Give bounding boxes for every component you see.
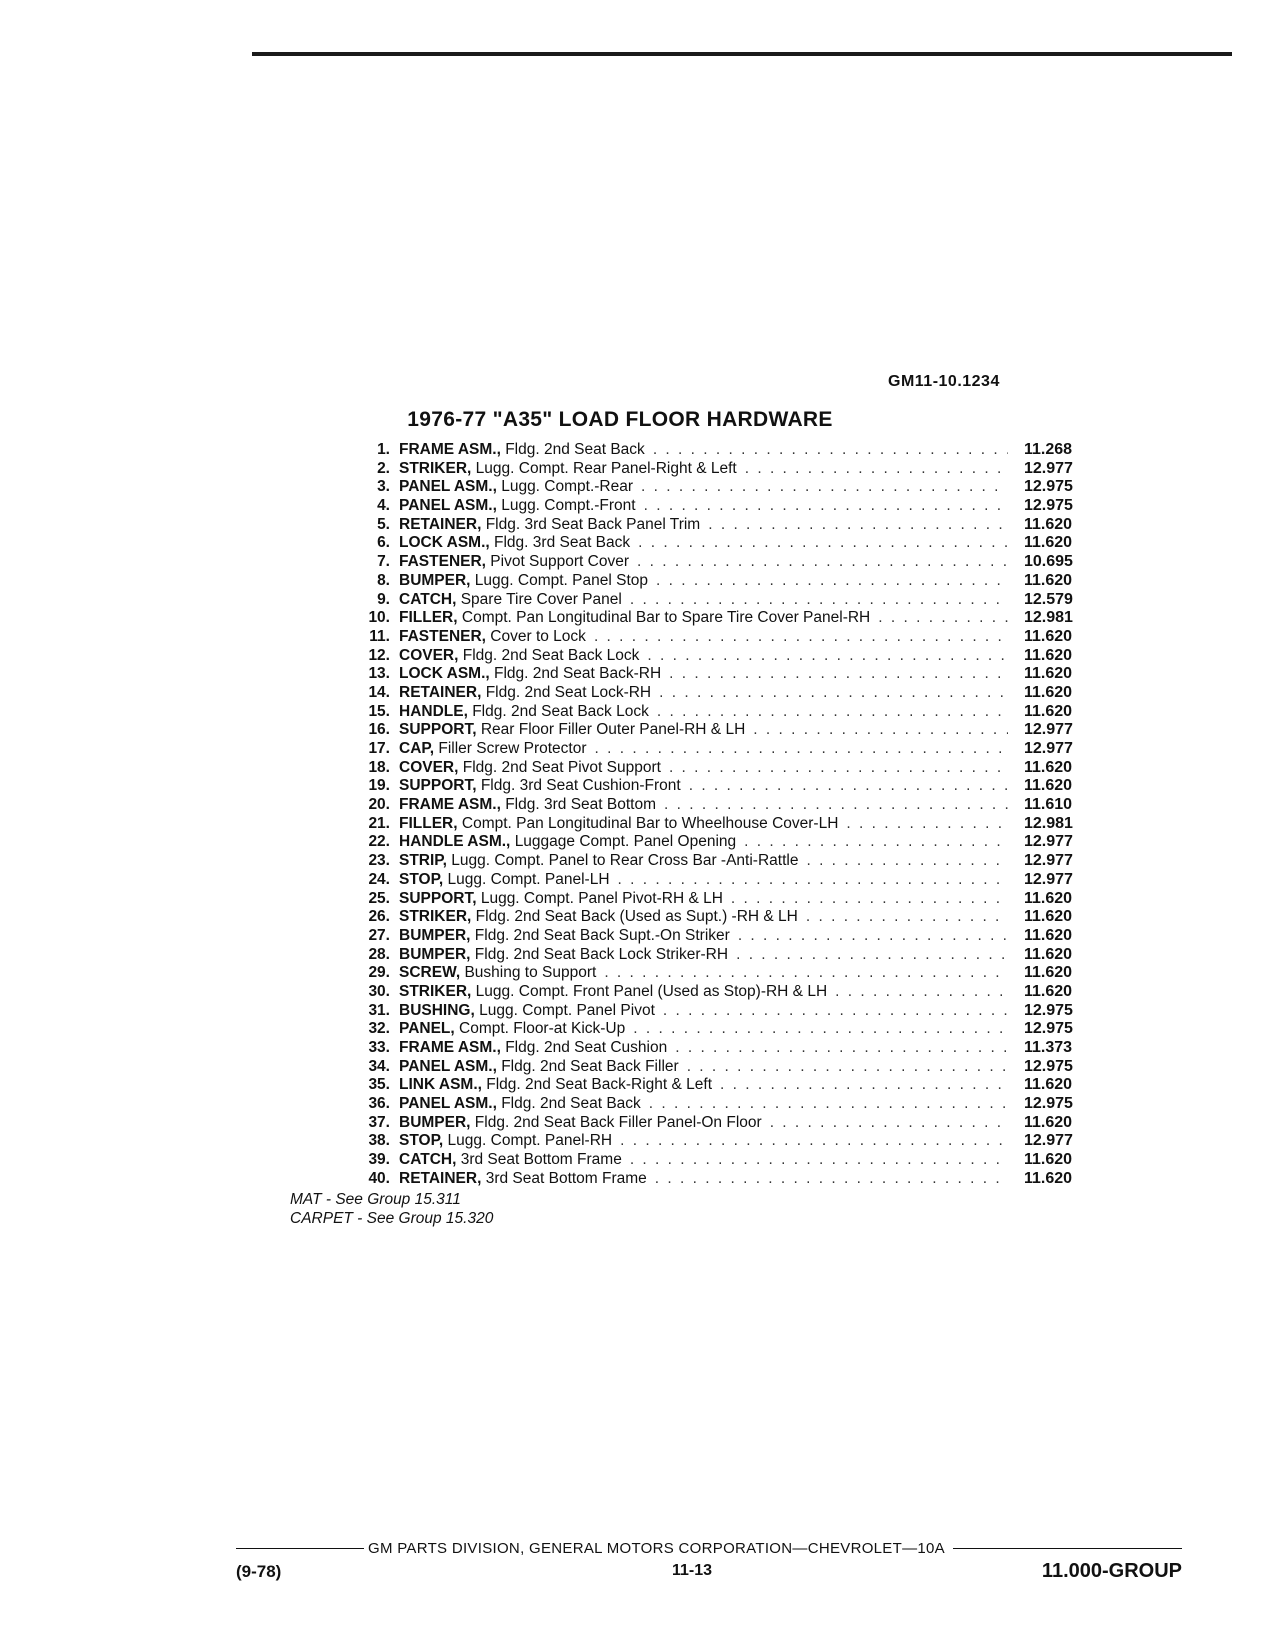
part-description [399,815,838,834]
part-description [399,478,633,497]
part-row [330,1132,1100,1151]
leader-dots [659,684,1008,703]
part-name: SUPPORT, [399,721,477,739]
part-row [330,460,1100,479]
part-row [330,983,1100,1002]
group-number: 10.695 [1024,553,1073,571]
carpet-note: CARPET - See Group 15.320 [290,1210,494,1227]
leader-dots [618,871,1008,890]
part-detail: Fldg. 2nd Seat Back Lock Striker-RH [474,945,729,963]
page-footer [236,1540,1182,1600]
footer-rule-left [236,1548,364,1550]
part-number: 27. [368,926,390,944]
part-detail: Lugg. Compt. Front Panel (Used as Stop)-RH & LH [475,982,828,1000]
part-description [399,1151,622,1170]
leader-dots [878,609,1008,628]
leader-dots [669,665,1008,684]
part-description [399,796,656,815]
part-row [330,441,1100,460]
footer-division: GM PARTS DIVISION, GENERAL MOTORS CORPORATION—CHEVROLET—10A [368,1540,945,1557]
group-number: 11.620 [1024,964,1073,982]
group-number: 11.620 [1024,1076,1073,1094]
part-row [330,815,1100,834]
group-number: 11.620 [1024,646,1073,664]
part-description [399,871,610,890]
part-description [399,441,645,460]
part-name: CATCH, [399,1151,457,1169]
leader-dots [637,553,1008,572]
part-row [330,609,1100,628]
part-description [399,497,636,516]
part-number: 21. [368,814,390,832]
group-number: 11.620 [1024,665,1073,683]
group-number: 11.620 [1024,945,1073,963]
group-number: 11.610 [1024,796,1073,814]
part-detail: Lugg. Compt. Rear Panel-Right & Left [475,459,737,477]
part-detail: Fldg. 2nd Seat Back Filler [501,1057,679,1075]
leader-dots [708,516,1008,535]
footer-rule-right [953,1548,1182,1550]
leader-dots [604,964,1008,983]
part-description [399,1002,655,1021]
part-detail: Lugg. Compt.-Rear [501,478,634,496]
part-name: CAP, [399,740,435,757]
part-row [330,777,1100,796]
part-row [330,890,1100,909]
leader-dots [653,441,1008,460]
part-number: 20. [368,796,390,814]
part-name: RETAINER, [399,1169,482,1187]
part-row [330,665,1100,684]
group-number: 11.268 [1024,441,1073,458]
part-description [399,572,648,591]
leader-dots [657,703,1008,722]
part-description [399,665,661,684]
group-number: 11.620 [1024,908,1073,926]
part-detail: Compt. Floor-at Kick-Up [459,1020,626,1038]
part-row [330,927,1100,946]
part-detail: Bushing to Support [464,964,597,982]
group-number: 12.977 [1024,459,1073,477]
leader-dots [687,1058,1008,1077]
leader-dots [753,721,1008,740]
part-number: 39. [368,1151,390,1169]
part-detail: Fldg. 2nd Seat Back Filler Panel-On Floor [474,1113,762,1131]
part-number: 28. [368,945,390,963]
part-number: 4. [377,497,390,515]
group-number: 11.620 [1024,683,1073,701]
part-number: 30. [368,982,390,1000]
part-detail: Fldg. 2nd Seat Back (Used as Supt.) -RH & LH [475,908,798,926]
part-row [330,1114,1100,1133]
part-number: 7. [377,553,390,571]
part-name: FRAME ASM., [399,796,501,814]
part-detail: Fldg. 2nd Seat Back-Right & Left [486,1076,712,1094]
group-number: 11.620 [1024,534,1073,552]
part-number: 5. [377,515,390,533]
part-name: FILLER, [399,814,458,832]
part-description [399,908,798,927]
part-number: 37. [368,1113,390,1131]
part-name: FRAME ASM., [399,1039,501,1056]
leader-dots [770,1114,1008,1133]
part-name: HANDLE, [399,702,468,720]
part-description [399,516,700,535]
part-row [330,1039,1100,1058]
group-number: 12.975 [1024,1095,1073,1113]
leader-dots [738,927,1008,946]
part-row [330,591,1100,610]
group-number: 11.620 [1024,982,1073,1000]
leader-dots [675,1039,1008,1058]
part-name: SCREW, [399,964,461,982]
part-description [399,684,651,703]
part-number: 36. [368,1095,390,1113]
part-number: 40. [368,1169,390,1187]
group-number: 11.620 [1024,758,1073,776]
part-description [399,1058,679,1077]
part-name: LOCK ASM., [399,665,490,683]
part-number: 15. [368,702,390,720]
part-detail: Fldg. 2nd Seat Back Lock [462,646,640,664]
part-number: 10. [368,609,390,627]
leader-dots [595,740,1008,759]
part-detail: Fldg. 2nd Seat Back Supt.-On Striker [474,926,730,944]
group-number: 12.579 [1024,590,1073,608]
part-row [330,628,1100,647]
part-description [399,852,798,871]
part-detail: Fldg. 2nd Seat Back-RH [494,665,662,683]
part-row [330,759,1100,778]
group-number: 11.620 [1024,926,1073,944]
group-number: 11.373 [1024,1039,1073,1056]
part-name: RETAINER, [399,683,482,701]
part-description [399,946,728,965]
part-detail: Spare Tire Cover Panel [460,590,622,608]
mat-note: MAT - See Group 15.311 [290,1191,461,1208]
part-number: 9. [377,590,390,608]
part-name: LINK ASM., [399,1076,482,1094]
group-number: 12.975 [1024,497,1073,515]
part-description [399,890,723,909]
part-name: STRIP, [399,852,447,870]
part-description [399,721,745,740]
leader-dots [669,759,1008,778]
part-number: 23. [368,852,390,870]
part-number: 17. [368,740,390,757]
part-row [330,833,1100,852]
part-row [330,553,1100,572]
group-number: 11.620 [1024,1169,1073,1187]
leader-dots [736,946,1008,965]
part-description [399,647,639,666]
part-row [330,871,1100,890]
group-number: 11.620 [1024,515,1073,533]
document-code: GM11-10.1234 [888,373,1000,390]
part-row [330,1002,1100,1021]
part-number: 38. [368,1132,390,1150]
part-description [399,628,586,647]
leader-dots [647,647,1008,666]
part-name: PANEL ASM., [399,478,497,496]
leader-dots [806,908,1008,927]
part-description [399,1076,712,1095]
part-name: STRIKER, [399,459,472,477]
group-number: 11.620 [1024,702,1073,720]
part-number: 25. [368,889,390,907]
parts-list [330,441,1100,1189]
part-description [399,833,736,852]
leader-dots [835,983,1008,1002]
page-title: 1976-77 "A35" LOAD FLOOR HARDWARE [407,408,833,431]
part-detail: 3rd Seat Bottom Frame [460,1151,622,1169]
part-description [399,927,730,946]
part-row [330,721,1100,740]
group-number: 12.977 [1024,870,1073,888]
part-detail: Filler Screw Protector [438,740,587,757]
part-description [399,1095,641,1114]
part-number: 11. [369,627,390,645]
part-name: FASTENER, [399,553,486,571]
part-description [399,740,587,759]
leader-dots [655,1170,1008,1189]
part-row [330,516,1100,535]
part-description [399,460,737,479]
part-row [330,1151,1100,1170]
leader-dots [630,1151,1008,1170]
part-detail: Lugg. Compt. Panel Pivot [479,1001,655,1019]
part-row [330,478,1100,497]
part-number: 26. [368,908,390,926]
part-description [399,591,622,610]
leader-dots [649,1095,1008,1114]
part-name: STRIKER, [399,908,472,926]
part-name: BUMPER, [399,945,471,963]
leader-dots [656,572,1008,591]
part-description [399,703,649,722]
part-number: 29. [368,964,390,982]
part-number: 22. [368,833,390,851]
leader-dots [689,777,1008,796]
group-number: 11.620 [1024,777,1073,795]
part-name: FRAME ASM., [399,441,501,458]
group-number: 12.981 [1024,814,1073,832]
part-row [330,740,1100,759]
part-number: 1. [377,441,390,458]
group-number: 11.620 [1024,1113,1073,1131]
group-number: 12.977 [1024,833,1073,851]
part-name: RETAINER, [399,515,482,533]
part-description [399,759,661,778]
leader-dots [638,534,1008,553]
part-name: PANEL ASM., [399,1095,497,1113]
part-number: 3. [377,478,390,496]
part-number: 31. [368,1001,390,1019]
part-description [399,1170,647,1189]
leader-dots [806,852,1008,871]
part-description [399,609,870,628]
part-row [330,703,1100,722]
leader-dots [745,460,1008,479]
leader-dots [594,628,1008,647]
part-number: 6. [377,534,390,552]
part-number: 35. [368,1076,390,1094]
part-row [330,852,1100,871]
leader-dots [664,796,1008,815]
group-number: 12.975 [1024,1020,1073,1038]
leader-dots [630,591,1008,610]
part-detail: Luggage Compt. Panel Opening [514,833,737,851]
part-name: HANDLE ASM., [399,833,511,851]
part-description [399,1114,762,1133]
part-detail: Fldg. 2nd Seat Pivot Support [462,758,661,776]
group-number: 12.975 [1024,1001,1073,1019]
group-number: 11.620 [1024,571,1073,589]
part-number: 8. [377,571,390,589]
part-detail: Lugg. Compt. Panel Pivot-RH & LH [480,889,723,907]
part-description [399,983,827,1002]
part-name: SUPPORT, [399,777,477,795]
part-description [399,777,681,796]
part-name: PANEL ASM., [399,1057,497,1075]
part-name: BUSHING, [399,1001,475,1019]
part-name: COVER, [399,646,459,664]
part-row [330,684,1100,703]
part-number: 18. [368,758,390,776]
footer-group: 11.000-GROUP [1041,1560,1182,1582]
part-number: 13. [368,665,390,683]
group-number: 12.981 [1024,609,1073,627]
part-name: STOP, [399,1132,444,1150]
leader-dots [641,478,1008,497]
part-row [330,796,1100,815]
part-number: 32. [368,1020,390,1038]
part-row [330,1095,1100,1114]
leader-dots [644,497,1008,516]
part-name: PANEL, [399,1020,455,1038]
part-name: BUMPER, [399,571,471,589]
part-name: FASTENER, [399,627,486,645]
part-detail: Compt. Pan Longitudinal Bar to Spare Tire Cover Panel-RH [461,609,871,627]
part-row [330,1076,1100,1095]
part-row [330,908,1100,927]
part-description [399,1039,667,1058]
part-detail: Cover to Lock [490,627,586,645]
part-detail: Fldg. 3rd Seat Back [494,534,631,552]
part-detail: 3rd Seat Bottom Frame [485,1169,647,1187]
group-number: 12.977 [1024,740,1073,757]
top-rule [252,52,1232,56]
part-name: COVER, [399,758,459,776]
part-name: BUMPER, [399,1113,471,1131]
part-row [330,572,1100,591]
part-detail: Lugg. Compt.-Front [501,497,636,515]
group-number: 12.975 [1024,478,1073,496]
part-number: 19. [368,777,390,795]
part-detail: Fldg. 2nd Seat Back Lock [472,702,649,720]
part-detail: Fldg. 3rd Seat Cushion-Front [480,777,681,795]
part-number: 24. [368,870,390,888]
part-row [330,1020,1100,1039]
leader-dots [620,1132,1008,1151]
group-number: 11.620 [1024,889,1073,907]
part-description [399,964,596,983]
group-number: 11.620 [1024,1151,1073,1169]
part-number: 12. [368,646,390,664]
leader-dots [663,1002,1008,1021]
part-name: CATCH, [399,590,457,608]
part-detail: Fldg. 2nd Seat Back [501,1095,641,1113]
group-number: 12.977 [1024,721,1073,739]
leader-dots [720,1076,1008,1095]
part-detail: Fldg. 2nd Seat Lock-RH [485,683,652,701]
part-detail: Fldg. 3rd Seat Bottom [505,796,656,814]
part-detail: Fldg. 2nd Seat Cushion [505,1039,668,1056]
part-detail: Lugg. Compt. Panel-RH [447,1132,613,1150]
part-description [399,1132,612,1151]
part-detail: Fldg. 3rd Seat Back Panel Trim [485,515,701,533]
part-row [330,534,1100,553]
part-detail: Rear Floor Filler Outer Panel-RH & LH [480,721,746,739]
part-row [330,1170,1100,1189]
part-detail: Lugg. Compt. Panel to Rear Cross Bar -Anti-Rattle [451,852,799,870]
leader-dots [744,833,1008,852]
part-number: 16. [368,721,390,739]
part-detail: Fldg. 2nd Seat Back [505,441,645,458]
leader-dots [633,1020,1008,1039]
part-detail: Pivot Support Cover [490,553,630,571]
part-number: 2. [377,459,390,477]
part-name: PANEL ASM., [399,497,497,515]
part-row [330,946,1100,965]
part-number: 33. [368,1039,390,1056]
part-name: FILLER, [399,609,458,627]
part-row [330,647,1100,666]
part-description [399,553,629,572]
part-name: SUPPORT, [399,889,477,907]
leader-dots [731,890,1008,909]
part-row [330,497,1100,516]
group-number: 12.977 [1024,1132,1073,1150]
part-number: 14. [368,683,390,701]
page-number: 11-13 [672,1562,713,1579]
part-name: STRIKER, [399,982,472,1000]
part-detail: Lugg. Compt. Panel-LH [447,870,610,888]
group-number: 12.975 [1024,1057,1073,1075]
part-detail: Lugg. Compt. Panel Stop [474,571,648,589]
part-detail: Compt. Pan Longitudinal Bar to Wheelhouse Cover-LH [461,814,839,832]
part-description [399,534,630,553]
part-name: LOCK ASM., [399,534,490,552]
part-description [399,1020,625,1039]
part-row [330,1058,1100,1077]
part-number: 34. [368,1057,390,1075]
footer-line [236,1540,1182,1557]
footer-date: (9-78) [236,1562,282,1581]
group-number: 12.977 [1024,852,1073,870]
leader-dots [846,815,1008,834]
part-row [330,964,1100,983]
notes [290,1190,493,1228]
group-number: 11.620 [1024,627,1073,645]
part-name: STOP, [399,870,444,888]
part-name: BUMPER, [399,926,471,944]
